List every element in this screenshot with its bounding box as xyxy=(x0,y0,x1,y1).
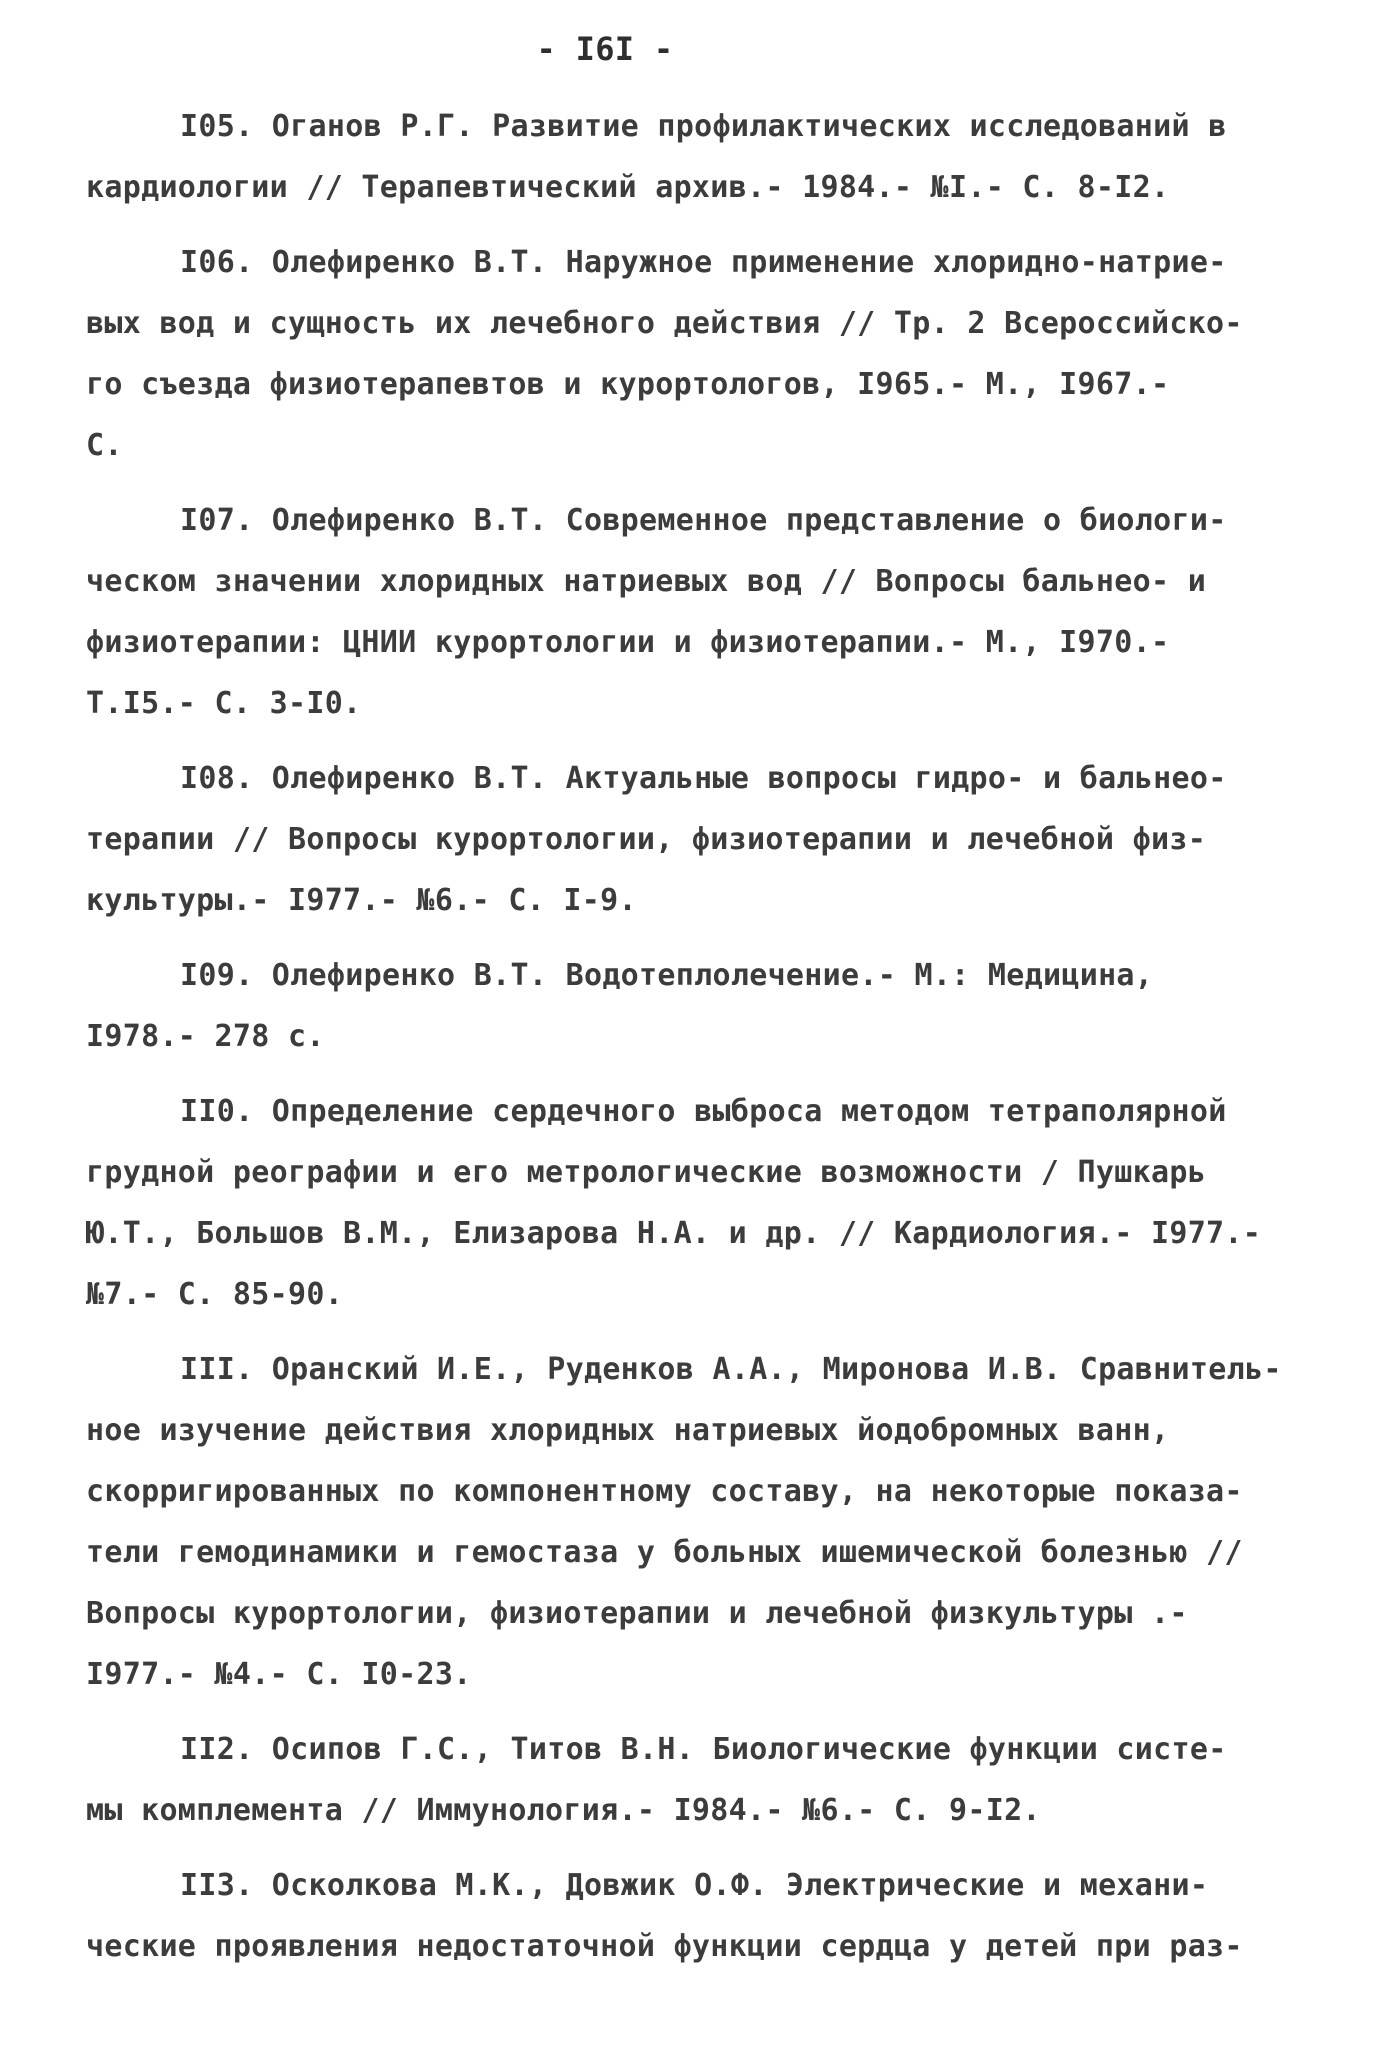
reference-line: Ю.Т., Большов В.М., Елизарова Н.А. и др. // Кардиология.- I977.- xyxy=(86,1216,1262,1251)
page-number: - I6I - xyxy=(536,30,674,68)
reference-line: вых вод и сущность их лечебного действия // Тр. 2 Всероссийско- xyxy=(86,306,1243,341)
reference-line: I05. Оганов Р.Г. Развитие профилактических исследований в xyxy=(180,109,1227,144)
reference-line: терапии // Вопросы курортологии, физиотерапии и лечебной физ- xyxy=(86,822,1207,857)
reference-line: №7.- С. 85-90. xyxy=(86,1277,344,1312)
reference-line: I06. Олефиренко В.Т. Наружное применение хлоридно-натрие- xyxy=(180,245,1227,280)
reference-entry xyxy=(86,232,1286,476)
reference-line: I09. Олефиренко В.Т. Водотеплолечение.- М.: Медицина, xyxy=(180,958,1154,993)
reference-entry xyxy=(86,96,1286,218)
reference-list xyxy=(86,96,1286,1991)
reference-line: I08. Олефиренко В.Т. Актуальные вопросы гидро- и бальнео- xyxy=(180,761,1227,796)
reference-line: ное изучение действия хлоридных натриевых йодобромных ванн, xyxy=(86,1413,1170,1448)
reference-entry xyxy=(86,1081,1286,1325)
reference-line: скорригированных по компонентному составу, на некоторые показа- xyxy=(86,1474,1243,1509)
reference-line: I978.- 278 с. xyxy=(86,1019,325,1054)
reference-entry xyxy=(86,1855,1286,1977)
reference-line: II3. Осколкова М.К., Довжик О.Ф. Электрические и механи- xyxy=(180,1868,1209,1903)
reference-line: тели гемодинамики и гемостаза у больных ишемической болезнью // xyxy=(86,1535,1243,1570)
reference-line: ческие проявления недостаточной функции сердца у детей при раз- xyxy=(86,1929,1243,1964)
reference-line: Т.I5.- С. 3-I0. xyxy=(86,686,362,721)
reference-entry xyxy=(86,1339,1286,1705)
reference-line: Вопросы курортологии, физиотерапии и лечебной физкультуры .- xyxy=(86,1596,1188,1631)
reference-line: II2. Осипов Г.С., Титов В.Н. Биологические функции систе- xyxy=(180,1732,1227,1767)
reference-entry xyxy=(86,945,1286,1067)
reference-entry xyxy=(86,1719,1286,1841)
reference-line: С. xyxy=(86,428,123,463)
reference-line: II0. Определение сердечного выброса методом тетраполярной xyxy=(180,1094,1227,1129)
reference-entry xyxy=(86,748,1286,931)
reference-line: го съезда физиотерапевтов и курортологов, I965.- М., I967.- xyxy=(86,367,1170,402)
reference-line: I977.- №4.- С. I0-23. xyxy=(86,1657,472,1692)
reference-line: мы комплемента // Иммунология.- I984.- №6.- С. 9-I2. xyxy=(86,1793,1041,1828)
reference-line: физиотерапии: ЦНИИ курортологии и физиотерапии.- М., I970.- xyxy=(86,625,1170,660)
reference-entry xyxy=(86,490,1286,734)
reference-line: ческом значении хлоридных натриевых вод // Вопросы бальнео- и xyxy=(86,564,1207,599)
reference-line: I07. Олефиренко В.Т. Современное представление о биологи- xyxy=(180,503,1227,538)
reference-line: грудной реографии и его метрологические возможности / Пушкарь xyxy=(86,1155,1207,1190)
reference-line: III. Оранский И.Е., Руденков А.А., Миронова И.В. Сравнитель- xyxy=(180,1352,1282,1387)
reference-line: культуры.- I977.- №6.- С. I-9. xyxy=(86,883,637,918)
reference-line: кардиологии // Терапевтический архив.- 1984.- №I.- С. 8-I2. xyxy=(86,170,1170,205)
